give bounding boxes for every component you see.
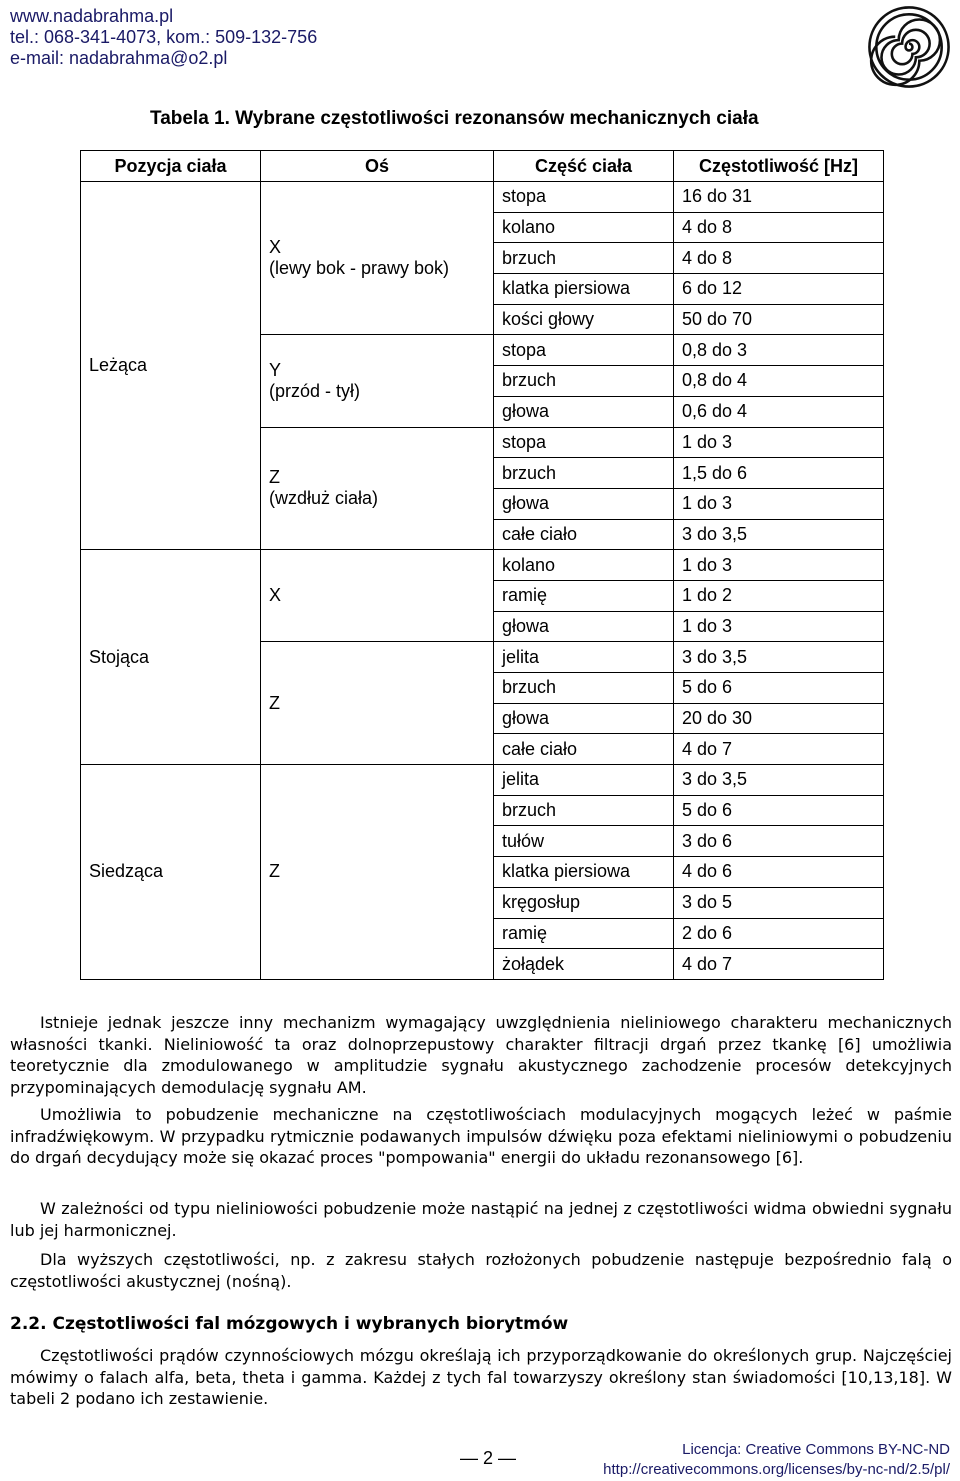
body-part-cell: kolano <box>494 550 674 581</box>
axis-cell <box>261 550 494 642</box>
frequency-cell: 4 do 7 <box>674 949 884 980</box>
axis-cell <box>261 765 494 980</box>
frequency-cell: 3 do 3,5 <box>674 519 884 550</box>
body-part-cell: ramię <box>494 580 674 611</box>
body-part-cell: klatka piersiowa <box>494 274 674 305</box>
frequency-cell: 0,8 do 4 <box>674 366 884 397</box>
body-part-cell: kręgosłup <box>494 887 674 918</box>
body-part-cell: jelita <box>494 642 674 673</box>
frequency-cell: 1 do 3 <box>674 550 884 581</box>
axis-cell <box>261 642 494 765</box>
frequency-cell: 16 do 31 <box>674 182 884 213</box>
frequency-cell: 20 do 30 <box>674 703 884 734</box>
position-cell: Siedząca <box>81 765 261 980</box>
axis-cell <box>261 182 494 335</box>
axis-label: Y <box>269 359 282 380</box>
body-part-cell: ramię <box>494 918 674 949</box>
license-url-link[interactable]: http://creativecommons.org/licenses/by-nc-nd/2.5/pl/ <box>603 1461 950 1478</box>
body-part-cell: głowa <box>494 611 674 642</box>
page-number-dash-right: — <box>498 1448 517 1468</box>
frequency-cell: 1 do 3 <box>674 488 884 519</box>
paragraph-3: W zależności od typu nieliniowości pobudzenie może nastąpić na jednej z częstotliwości widma obwiedni sygnału lub jej harmonicznej. <box>10 1199 952 1240</box>
frequency-cell: 6 do 12 <box>674 274 884 305</box>
body-part-cell: głowa <box>494 703 674 734</box>
axis-label: Z <box>269 692 280 713</box>
paragraph-5: Częstotliwości prądów czynnościowych mózgu określają ich przyporządkowanie do określonych grup. Najczęściej mówimy o falach alfa, beta, theta i gamma. Każdej z tych fal towarzyszy określony stan świadomości [10,13,18]. W tabeli 2 podano ich zestawienie. <box>10 1346 952 1408</box>
page-number-dash-left: — <box>460 1448 478 1468</box>
axis-description: (lewy bok - prawy bok) <box>269 258 450 279</box>
axis-cell <box>261 335 494 427</box>
frequency-cell: 3 do 3,5 <box>674 765 884 796</box>
table-row <box>81 182 884 213</box>
body-part-cell: stopa <box>494 427 674 458</box>
section-title: 2.2. Częstotliwości fal mózgowych i wybranych biorytmów <box>10 1314 569 1334</box>
frequency-cell: 50 do 70 <box>674 304 884 335</box>
body-part-cell: brzuch <box>494 243 674 274</box>
axis-label: X <box>269 585 282 606</box>
body-part-cell: całe ciało <box>494 519 674 550</box>
frequency-cell: 1 do 2 <box>674 580 884 611</box>
body-part-cell: stopa <box>494 335 674 366</box>
axis-description: (przód - tył) <box>269 380 361 401</box>
body-part-cell: brzuch <box>494 673 674 704</box>
body-part-cell: klatka piersiowa <box>494 857 674 888</box>
body-part-cell: głowa <box>494 396 674 427</box>
position-cell: Leżąca <box>81 182 261 550</box>
header-position: Pozycja ciała <box>81 151 261 182</box>
table-title: Tabela 1. Wybrane częstotliwości rezonansów mechanicznych ciała <box>150 108 759 129</box>
body-part-cell: brzuch <box>494 458 674 489</box>
frequency-cell: 1 do 3 <box>674 611 884 642</box>
frequency-cell: 0,8 do 3 <box>674 335 884 366</box>
body-part-cell: głowa <box>494 488 674 519</box>
position-cell: Stojąca <box>81 550 261 765</box>
frequency-cell: 4 do 8 <box>674 212 884 243</box>
frequency-cell: 4 do 6 <box>674 857 884 888</box>
frequency-cell: 3 do 3,5 <box>674 642 884 673</box>
frequency-cell: 2 do 6 <box>674 918 884 949</box>
resonance-table <box>80 150 884 980</box>
body-part-cell: brzuch <box>494 366 674 397</box>
axis-cell <box>261 427 494 550</box>
paragraph-4: Dla wyższych częstotliwości, np. z zakresu stałych rozłożonych pobudzenie następuje bezpośrednio falą o częstotliwości akustycznej (nośną). <box>10 1250 952 1291</box>
table-header-row <box>81 151 884 182</box>
license-footer <box>603 1440 950 1480</box>
table-row <box>81 550 884 581</box>
body-part-cell: całe ciało <box>494 734 674 765</box>
header-frequency: Częstotliwość [Hz] <box>674 151 884 182</box>
frequency-cell: 4 do 7 <box>674 734 884 765</box>
table-body <box>81 182 884 980</box>
frequency-cell: 3 do 5 <box>674 887 884 918</box>
body-part-cell: kości głowy <box>494 304 674 335</box>
phone-text: tel.: 068-341-4073, kom.: 509-132-756 <box>10 27 318 47</box>
header-body-part: Część ciała <box>494 151 674 182</box>
license-text: Licencja: Creative Commons BY-NC-ND <box>682 1441 950 1458</box>
frequency-cell: 4 do 8 <box>674 243 884 274</box>
body-part-cell: stopa <box>494 182 674 213</box>
frequency-cell: 5 do 6 <box>674 795 884 826</box>
frequency-cell: 0,6 do 4 <box>674 396 884 427</box>
website-link[interactable]: www.nadabrahma.pl <box>10 6 174 26</box>
page-number <box>460 1448 516 1469</box>
page-number-value: 2 <box>483 1448 494 1468</box>
paragraph-2: Umożliwia to pobudzenie mechaniczne na częstotliwościach modulacyjnych mogących leżeć w paśmie infradźwiękowym. W przypadku rytmicznie podawanych impulsów dźwięku poza efektami nieliniowymi o pobudzeniu do drgań decydujący może się okazać proces "pompowania" energii do układu rezonansowego [6]. <box>10 1105 952 1167</box>
body-part-cell: jelita <box>494 765 674 796</box>
page-header <box>10 6 317 69</box>
frequency-cell: 5 do 6 <box>674 673 884 704</box>
frequency-cell: 1 do 3 <box>674 427 884 458</box>
body-part-cell: tułów <box>494 826 674 857</box>
body-part-cell: żołądek <box>494 949 674 980</box>
axis-label: Z <box>269 861 280 882</box>
axis-description: (wzdłuż ciała) <box>269 488 379 509</box>
table-row <box>81 765 884 796</box>
body-part-cell: kolano <box>494 212 674 243</box>
paragraph-1: Istnieje jednak jeszcze inny mechanizm wymagający uwzględnienia nieliniowego charakteru mechanicznych własności tkanki. Nieliniowość ta oraz dolnoprzepustowy charakter filtracji drgań przez tkankę [6] umożliwia teoretycznie dla zmodulowanego w amplitudzie sygnału akustycznego zachodzenie procesów detekcyjnych przypominających demodulację sygnału AM. <box>10 1013 952 1097</box>
spiral-logo-icon <box>866 4 952 90</box>
body-part-cell: brzuch <box>494 795 674 826</box>
email-link[interactable]: e-mail: nadabrahma@o2.pl <box>10 48 228 68</box>
frequency-cell: 3 do 6 <box>674 826 884 857</box>
header-axis: Oś <box>261 151 494 182</box>
axis-label: X <box>269 237 282 258</box>
frequency-cell: 1,5 do 6 <box>674 458 884 489</box>
axis-label: Z <box>269 467 280 488</box>
